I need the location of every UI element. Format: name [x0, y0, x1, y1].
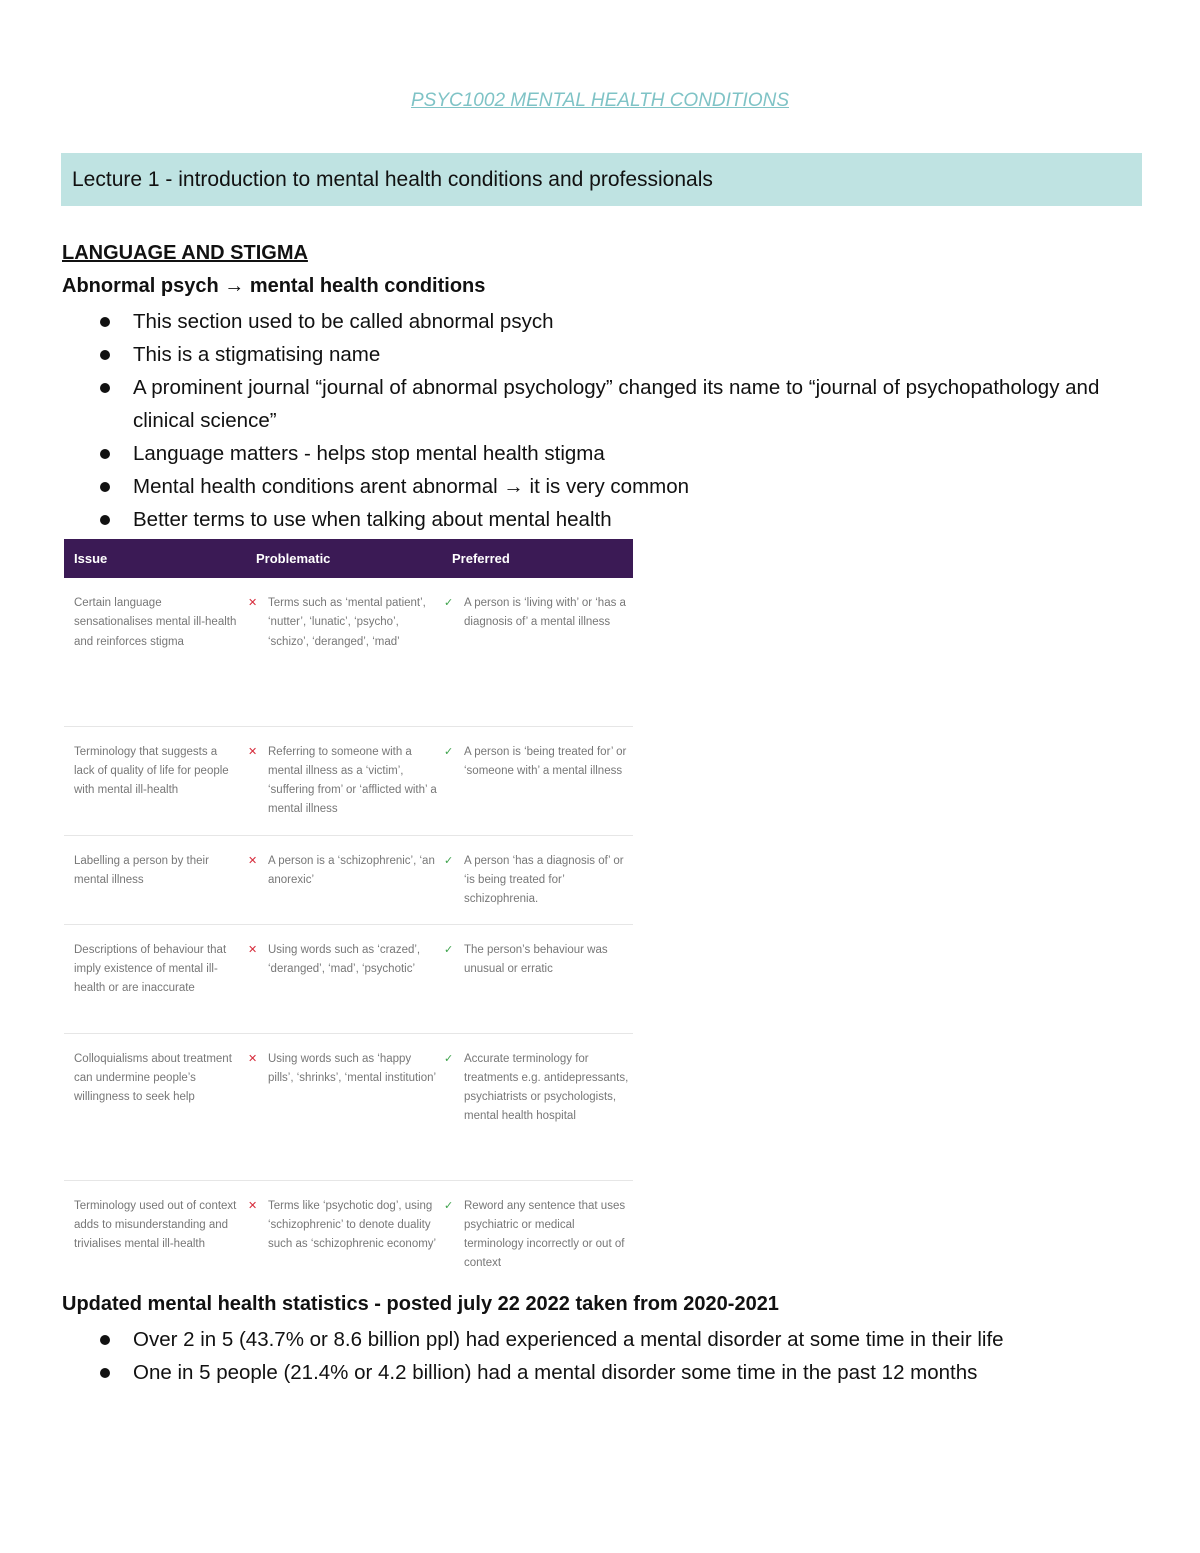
check-icon: ✓: [444, 1052, 454, 1065]
table-row: [64, 924, 633, 1033]
bullet-icon: [100, 383, 110, 393]
problematic-cell: ✕ A person is a ‘schizophrenic’, ‘an anorexic’: [246, 835, 442, 924]
preferred-cell: ✓ A person is ‘living with’ or ‘has a diagnosis of’ a mental illness: [442, 578, 633, 726]
issue-cell: Labelling a person by their mental illness: [64, 835, 246, 924]
abnormal-psych-subheading: Abnormal psych → mental health conditions: [62, 275, 486, 297]
problematic-cell: ✕ Using words such as ‘happy pills’, ‘shrinks’, ‘mental institution’: [246, 1033, 442, 1180]
statistics-heading: Updated mental health statistics - posted july 22 2022 taken from 2020-2021: [62, 1293, 779, 1315]
header-issue: Issue: [64, 539, 246, 578]
list-item: Mental health conditions arent abnormal → it is very common: [62, 470, 1142, 503]
check-icon: ✓: [444, 854, 454, 867]
problematic-cell: ✕ Referring to someone with a mental illness as a ‘victim’, ‘suffering from’ or ‘afflicted with’ a mental illness: [246, 726, 442, 835]
cross-icon: ✕: [248, 854, 258, 867]
list-item: Language matters - helps stop mental health stigma: [62, 437, 1142, 470]
cross-icon: ✕: [248, 1199, 258, 1212]
cross-icon: ✕: [248, 943, 258, 956]
lecture-banner-text: Lecture 1 - introduction to mental health conditions and professionals: [72, 167, 713, 191]
table-row: [64, 1033, 633, 1180]
problematic-cell: ✕ Terms such as ‘mental patient’, ‘nutter’, ‘lunatic’, ‘psycho’, ‘schizo’, ‘deranged’, ‘mad’: [246, 578, 442, 726]
issue-cell: Terminology that suggests a lack of quality of life for people with mental ill-health: [64, 726, 246, 835]
bullet-icon: [100, 1368, 110, 1378]
lecture-banner: [61, 153, 1142, 206]
table-row: [64, 726, 633, 835]
problematic-cell: ✕ Using words such as ‘crazed’, ‘deranged’, ‘mad’, ‘psychotic’: [246, 924, 442, 1033]
issue-cell: Descriptions of behaviour that imply existence of mental ill-health or are inaccurate: [64, 924, 246, 1033]
statistics-bullet-list: [62, 1323, 1142, 1389]
bullet-icon: [100, 317, 110, 327]
check-icon: ✓: [444, 745, 454, 758]
language-terms-table: [64, 539, 633, 1280]
bullet-icon: [100, 1335, 110, 1345]
preferred-cell: ✓ The person’s behaviour was unusual or erratic: [442, 924, 633, 1033]
cross-icon: ✕: [248, 597, 258, 609]
preferred-cell: ✓ A person ‘has a diagnosis of’ or ‘is being treated for’ schizophrenia.: [442, 835, 633, 924]
issue-cell: Certain language sensationalises mental ill-health and reinforces stigma: [64, 578, 246, 726]
bullet-icon: [100, 449, 110, 459]
issue-cell: Terminology used out of context adds to misunderstanding and trivialises mental ill-health: [74, 1199, 237, 1251]
list-item: This is a stigmatising name: [62, 338, 1142, 371]
bullet-icon: [100, 515, 110, 525]
list-item: One in 5 people (21.4% or 4.2 billion) had a mental disorder some time in the past 12 months: [62, 1356, 1142, 1389]
check-icon: ✓: [444, 943, 454, 956]
header-problematic: Problematic: [246, 539, 442, 578]
list-item: A prominent journal “journal of abnormal psychology” changed its name to “journal of psychopathology and clinical science”: [62, 371, 1142, 437]
problematic-cell: ✕ Terms like ‘psychotic dog’, using ‘schizophrenic’ to denote duality such as ‘schizophrenic economy’: [246, 1180, 442, 1280]
bullet-icon: [100, 482, 110, 492]
table-row: [64, 835, 633, 924]
preferred-cell: ✓ A person is ‘being treated for’ or ‘someone with’ a mental illness: [442, 726, 633, 835]
header-preferred: Preferred: [442, 539, 633, 578]
cross-icon: ✕: [248, 745, 258, 758]
bullet-icon: [100, 350, 110, 360]
language-bullet-list: [62, 305, 1142, 536]
check-icon: ✓: [444, 597, 454, 609]
language-stigma-heading: LANGUAGE AND STIGMA: [62, 242, 308, 264]
preferred-cell: ✓ Accurate terminology for treatments e.g. antidepressants, psychiatrists or psychologists, mental health hospital: [442, 1033, 633, 1180]
table-header-row: [64, 539, 633, 578]
issue-cell: Colloquialisms about treatment can undermine people’s willingness to seek help: [64, 1033, 246, 1180]
table-row: [64, 1180, 633, 1280]
check-icon: ✓: [444, 1199, 454, 1212]
list-item: Better terms to use when talking about mental health: [62, 503, 1142, 536]
table-row: [64, 578, 633, 726]
preferred-cell: ✓ Reword any sentence that uses psychiatric or medical terminology incorrectly or out of context: [442, 1180, 633, 1280]
page-title: PSYC1002 MENTAL HEALTH CONDITIONS: [411, 90, 789, 111]
list-item: Over 2 in 5 (43.7% or 8.6 billion ppl) had experienced a mental disorder at some time in their life: [62, 1323, 1142, 1356]
list-item: This section used to be called abnormal psych: [62, 305, 1142, 338]
cross-icon: ✕: [248, 1052, 258, 1065]
